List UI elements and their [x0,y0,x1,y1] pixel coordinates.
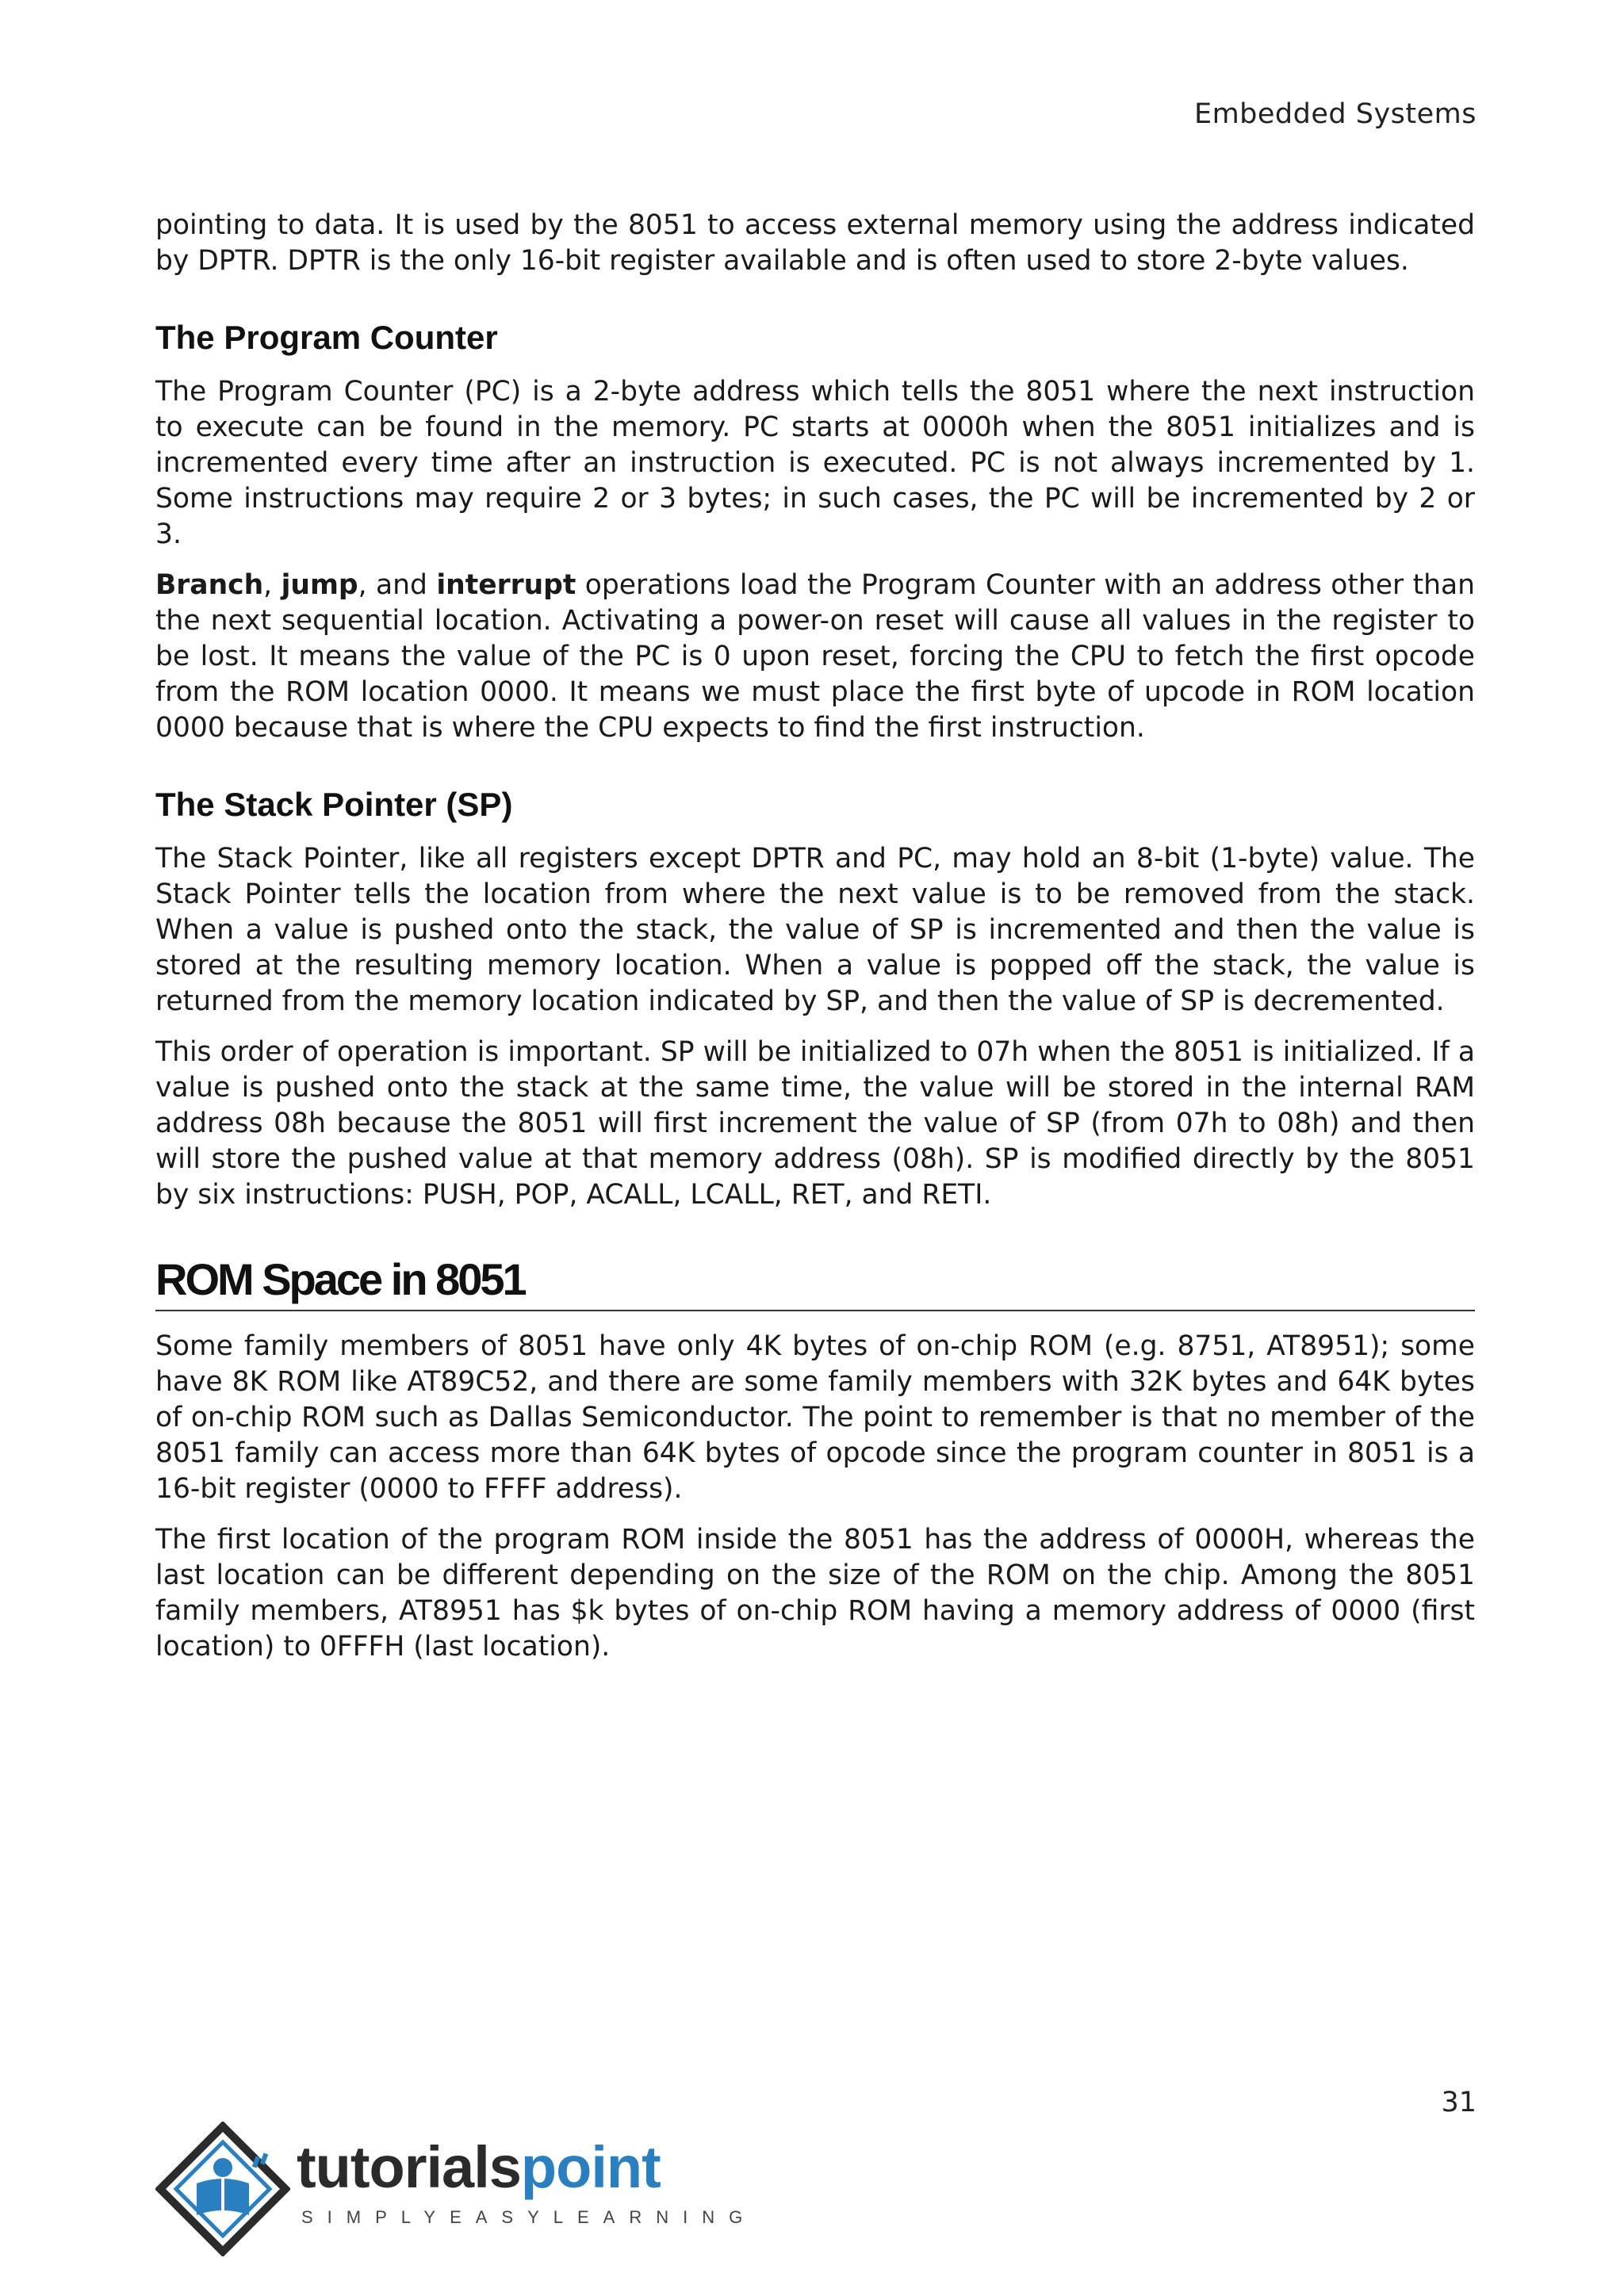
logo-tagline: SIMPLYEASYLEARNING [301,2207,757,2227]
logo-wordmark [297,2136,661,2199]
stack-pointer-paragraph-2: This order of operation is important. SP will be initialized to 07h when the 8051 is initialized. If a value is pushed onto the stack at the same time, the value will be stored in the internal RAM address 08h because the 8051 will first increment the value of SP (from 07h to 08h) and then will store the pushed value at that memory address (08h). SP is modified directly by the 8051 by six instructions: PUSH, POP, ACALL, LCALL, RET, and RETI. [155,1036,1475,1211]
stack-pointer-paragraph-1: The Stack Pointer, like all registers except DPTR and PC, may hold an 8-bit (1-byte) value. The Stack Pointer tells the location from where the next value is to be removed from the stack. When a value is pushed onto the stack, the value of SP is incremented and then the value is stored at the resulting memory location. When a value is popped off the stack, the value is returned from the memory location indicated by SP, and then the value of SP is decremented. [155,843,1475,1017]
text-separator: , [263,569,282,601]
page-content [155,208,1475,1680]
text-separator: , and [358,569,437,601]
rom-space-paragraph-1: Some family members of 8051 have only 4K bytes of on-chip ROM (e.g. 8751, AT8951); some have 8K ROM like AT89C52, and there are some family members with 32K bytes and 64K bytes of on-chip ROM such as Dallas Semiconductor. The point to remember is that no member of the 8051 family can access more than 64K bytes of opcode since the program counter in 8051 is a 16-bit register (0000 to FFFF address). [155,1330,1475,1505]
running-header: Embedded Systems [1193,98,1477,130]
logo-word-tutorials: tutorials [297,2134,521,2200]
paragraph-text: operations load the Program Counter with an address other than the next sequential location. Activating a power-on reset will cause all values in the register to be lost. It means the value of the PC is 0 upon reset, forcing the CPU to fetch the first opcode from the ROM location 0000. It means we must place the first byte of upcode in ROM location 0000 because that is where the CPU expects to find the first instruction. [155,569,1475,744]
logo-word-point: point [520,2134,661,2200]
heading-rom-space: ROM Space in 8051 [155,1254,1475,1311]
logo-emblem-icon [155,2122,290,2256]
heading-stack-pointer: The Stack Pointer (SP) [155,786,513,823]
rom-space-paragraph-2: The first location of the program ROM inside the 8051 has the address of 0000H, whereas the last location can be different depending on the size of the ROM on the chip. Among the 8051 family members, AT8951 has $k bytes of on-chip ROM having a memory address of 0000 (first location) to 0FFFH (last location). [155,1524,1475,1663]
bold-term-branch: Branch [155,569,264,601]
bold-term-interrupt: interrupt [436,569,576,601]
intro-paragraph: pointing to data. It is used by the 8051 to access external memory using the address indicated by DPTR. DPTR is the only 16-bit register available and is often used to store 2-byte values. [155,209,1475,277]
bold-term-jump: jump [281,569,358,601]
tutorialspoint-logo [155,2122,757,2256]
program-counter-paragraph-1: The Program Counter (PC) is a 2-byte address which tells the 8051 where the next instruction to execute can be found in the memory. PC starts at 0000h when the 8051 initializes and is incremented every time after an instruction is executed. PC is not always incremented by 1. Some instructions may require 2 or 3 bytes; in such cases, the PC will be incremented by 2 or 3. [155,376,1475,550]
program-counter-paragraph-2 [155,568,1475,746]
heading-program-counter: The Program Counter [155,319,498,356]
page-number: 31 [1441,2087,1477,2118]
